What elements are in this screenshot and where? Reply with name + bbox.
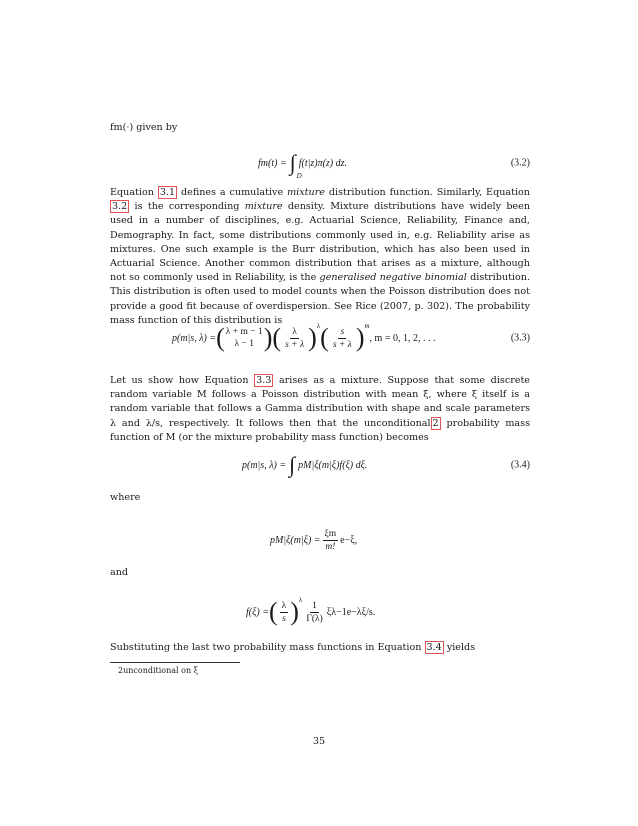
p1-text-6: distribution. This distribution is often used to model counts when the Poisson distribution does not provide a good fit because of overdispersion. See Rice (2007, p. 302). The probability mass function of this distribution is [110,272,530,326]
binom-bottom: λ − 1 [234,339,254,349]
eq34-number: (3.4) [510,459,530,471]
intro-text: fm(·) given by [110,122,178,133]
p1-text-2: defines a cumulative [177,187,288,198]
equation-3-2 [110,143,530,183]
eqf-frac1-num: λ [281,600,287,611]
where-label: where [110,492,141,503]
eq33-fraction-1 [283,326,306,351]
p2-text-3: probability mass function of M (or the mixture probability mass function) becomes [110,417,530,443]
eqpm-fraction [323,528,339,553]
footnote-rule [110,662,240,663]
eq32-integrand: f(t|z)π(z) dz. [298,157,348,169]
eqf-exp: λ [298,596,303,604]
eqf-tail: ξλ−1e−λξ/s. [326,606,376,618]
p2-text-1: Let us show how Equation [110,375,255,386]
integral-sign: ∫ D [289,150,302,180]
page-number: 35 [312,736,326,747]
eq33-fraction-2 [331,326,354,351]
eq33-exp-2: m [364,322,370,330]
equation-f: f(ξ) = ( $\frac{\lambda}{s}$ ) $^\lambda$ $\frac{1}{\Gamma(\lambda)}$ ξλ−1e−λξ/s. [246,596,376,626]
eq32-int-sub: D [296,172,302,180]
eqpm-tail: e−ξ, [340,534,358,546]
frac2-den: s + λ [332,339,352,350]
eqf-fraction-1 [280,600,289,625]
eqf-frac1-den: s [282,613,286,624]
p1-emphasis-1: mixture [287,187,325,198]
p1-emphasis-2: mixture [244,201,283,213]
eqf-fraction-2 [304,600,324,625]
equation-ref-3-1[interactable]: 3.1 [159,187,176,198]
intro-line [110,121,530,135]
p1-text-4: is the corresponding [129,201,245,213]
eq33-exp-1: λ [316,322,321,330]
and-label: and [110,567,129,578]
p2-text-2: arises as a mixture. Suppose that some discrete random variable M follows a Poisson distribution with mean ξ, where ξ itself is a random variable that follows a Gamma distribution with shape and scale parameters λ and λ/s, respectively. It follows then that the unconditional [110,375,530,429]
eqpm-lhs: pM|ξ(m|ξ) = [270,534,321,546]
p1-emphasis-3: generalised negative binomial [319,272,467,284]
integral-sign: ∫ [289,452,296,477]
eq32-number: (3.2) [510,157,530,169]
paragraph-2 [110,374,530,445]
equation-ref-3-2[interactable]: 3.2 [112,201,128,213]
frac1-num: λ [292,326,297,337]
p3-text-1: Substituting the last two probability mass functions in Equation [110,642,425,653]
eq32-lhs: fm(t) = [258,157,287,169]
paragraph-1 [110,186,530,328]
eqf-lhs: f(ξ) = [246,606,269,618]
p1-text-3: distribution function. Similarly, Equation [324,187,530,198]
eq33-binomial [226,326,263,350]
equation-3-3: p(m|s, λ) = ( λ + m − 1 λ − 1 ) ( $\frac{\lambda}{s + \lambda}$ ) $^\lambda$ ( $\frac{s}{s + \lambda}$ ) $^m$ , m = 0, 1, 2, . . . (3.3) [172,322,530,352]
eqf-frac2-den: Γ(λ) [306,613,323,624]
eqpm-den: m! [325,541,336,552]
equation-pm [110,520,530,560]
p3-text-2: yields [443,642,476,653]
frac1-den: s + λ [285,339,305,350]
eq34-integrand: pM|ξ(m|ξ)f(ξ) dξ. [298,459,368,471]
eq33-lhs: p(m|s, λ) = [172,332,217,344]
equation-ref-3-4[interactable]: 3.4 [426,642,442,653]
eqf-frac2-num: 1 [312,600,317,611]
p1-text-5: density. Mixture distributions have widely been used in a number of disciplines, e.g. Actuarial Science, Reliability, Finance and, Demography. In fact, some distributions commonly used in, e.g. Reliability arise as mixtures. One such example is the Burr distribution, which has also been used in Actuarial Science. Another common distribution that arises as a mixture, although not so commonly used in Reliability, is the [110,201,530,284]
p1-text-1: Equation [110,187,158,198]
eqpm-num: ξm [324,528,337,539]
paragraph-3 [110,641,530,655]
footnote-ref-2[interactable]: 2 [432,417,439,429]
frac2-num: s [340,326,345,337]
binom-top: λ + m − 1 [225,327,263,337]
footnote: 2unconditional on ξ [118,666,199,675]
eq33-tail: , m = 0, 1, 2, . . . [369,332,436,344]
equation-ref-3-3[interactable]: 3.3 [256,375,272,386]
eq33-number: (3.3) [510,332,530,344]
eq34-lhs: p(m|s, λ) = [242,459,287,471]
equation-3-4 [110,445,530,485]
